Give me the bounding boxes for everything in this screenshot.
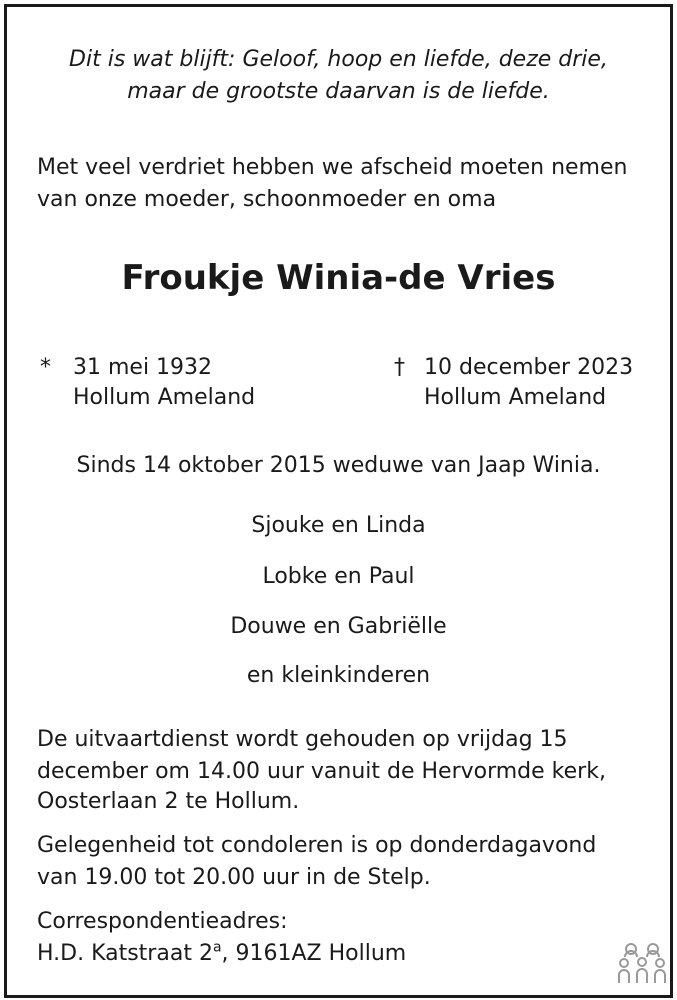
funeral-line-1: De uitvaartdienst wordt gehouden op vrijdag 15 [37,727,568,752]
widow-line: Sinds 14 oktober 2015 weduwe van Jaap Winia. [76,453,601,478]
death-place: Hollum Ameland [424,385,607,410]
birth-place: Hollum Ameland [73,385,256,410]
funeral-line-3: Oosterlaan 2 te Hollum. [37,789,300,814]
deceased-name: Froukje Winia-de Vries [121,258,556,298]
correspondence-label: Correspondentieadres: [37,909,288,934]
birth-symbol: * [40,355,51,380]
condolence-line-1: Gelegenheid tot condoleren is op donderdagavond [37,833,597,858]
address-postal: , 9161AZ Hollum [221,941,407,966]
family-people-icon [616,940,668,986]
family-member: Lobke en Paul [262,564,415,589]
address-superscript: a [212,939,222,956]
death-symbol: † [394,355,405,380]
birth-date: 31 mei 1932 [73,355,213,380]
intro-line-2: van onze moeder, schoonmoeder en oma [37,187,497,212]
funeral-line-2: december om 14.00 uur vanuit de Hervormde kerk, [37,759,606,784]
bible-verse-line-1: Dit is wat blijft: Geloof, hoop en liefde, deze drie, [69,47,608,72]
condolence-line-2: van 19.00 tot 20.00 uur in de Stelp. [37,865,431,890]
family-member: Sjouke en Linda [251,513,426,538]
death-date: 10 december 2023 [424,355,634,380]
family-member: en kleinkinderen [246,663,431,688]
address-street: H.D. Katstraat 2 [37,941,213,966]
correspondence-address [37,938,406,970]
bible-verse-line-2: maar de grootste daarvan is de liefde. [127,79,550,104]
intro-line-1: Met veel verdriet hebben we afscheid moeten nemen [37,155,628,180]
family-member: Douwe en Gabriëlle [230,614,447,639]
